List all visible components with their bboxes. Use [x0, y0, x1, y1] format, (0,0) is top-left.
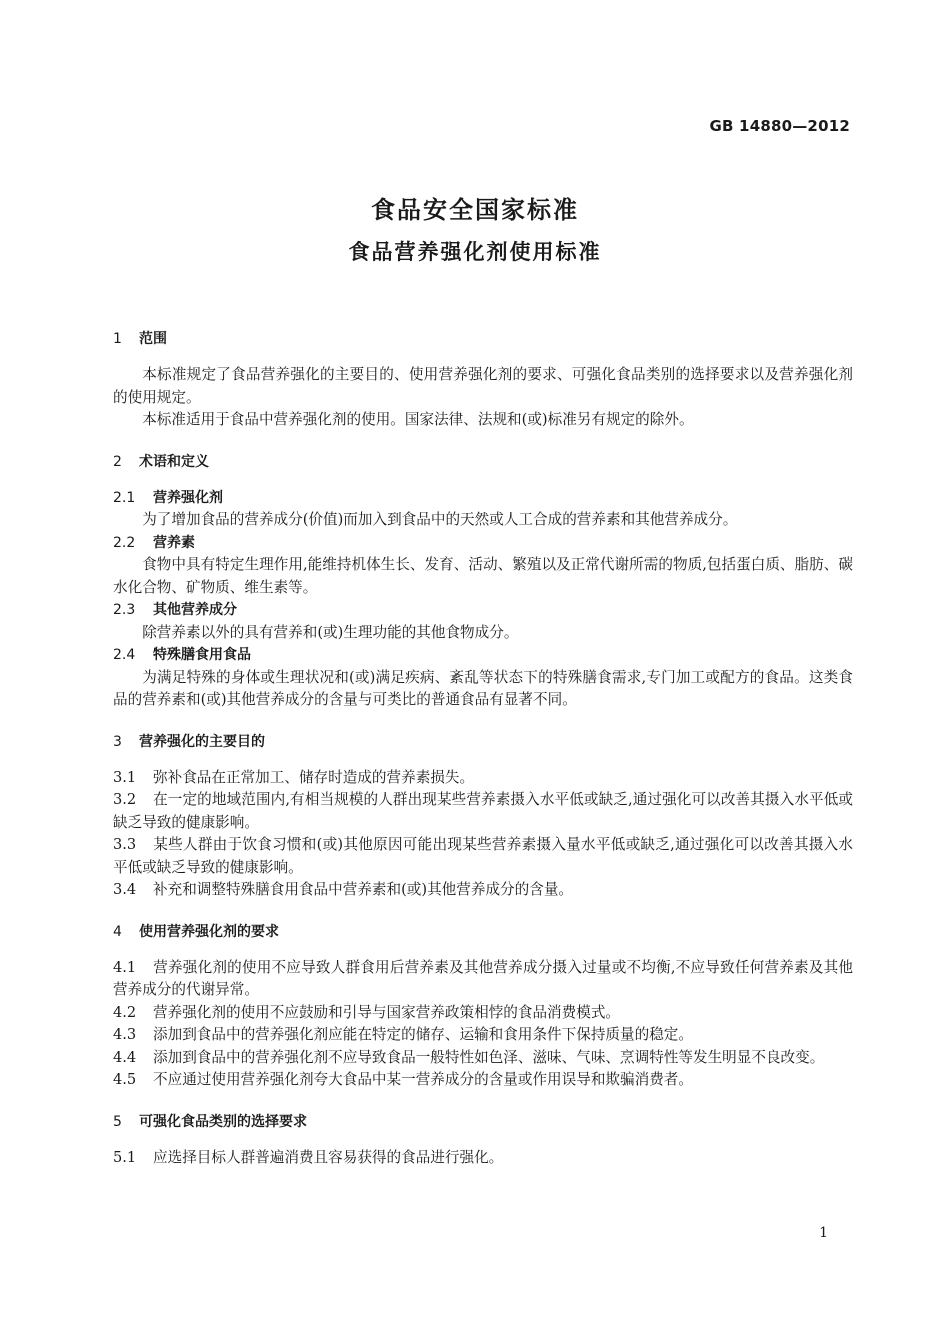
term-name: 特殊膳食用食品: [153, 647, 251, 663]
clause: [113, 1047, 853, 1070]
paragraph: 本标准适用于食品中营养强化剂的使用。国家法律、法规和(或)标准另有规定的除外。: [142, 411, 694, 428]
clause-number: 4.2: [113, 1003, 137, 1021]
section-title: 术语和定义: [139, 453, 209, 470]
section-title: 范围: [139, 331, 167, 347]
clause-text: 在一定的地域范围内,有相当规模的人群出现某些营养素摄入水平低或缺乏,通过强化可以改善其摄入水平低或缺乏导致的健康影响。: [113, 791, 853, 831]
clause-number: 3.2: [113, 791, 137, 808]
section-title: 营养强化的主要目的: [139, 733, 265, 750]
term-number: 2.1: [113, 489, 136, 506]
term-heading: [113, 644, 853, 667]
clause: [113, 767, 853, 790]
clause: [113, 1024, 853, 1047]
section-heading-1: [113, 327, 853, 351]
document-title: 食品安全国家标准: [371, 196, 579, 224]
clause-number: 3.3: [113, 836, 137, 853]
term-heading: [113, 487, 853, 510]
clause: [113, 834, 853, 879]
clause: [113, 879, 853, 902]
clause-number: 4.5: [113, 1071, 137, 1088]
clause-text: 应选择目标人群普遍消费且容易获得的食品进行强化。: [153, 1148, 504, 1166]
term-number: 2.3: [113, 602, 136, 618]
document-body: [113, 327, 853, 1169]
term-number: 2.4: [113, 647, 136, 663]
clause-number: 4.1: [113, 958, 137, 976]
section-title: 可强化食品类别的选择要求: [139, 1113, 307, 1130]
section-number: 4: [113, 923, 122, 940]
term-heading: [113, 599, 853, 622]
clause-text: 添加到食品中的营养强化剂不应导致食品一般特性如色泽、滋味、气味、烹调特性等发生明显不良改变。: [153, 1048, 825, 1066]
term-name: 营养强化剂: [153, 489, 223, 506]
document-subtitle: 食品营养强化剂使用标准: [348, 240, 602, 264]
section-number: 3: [113, 733, 122, 750]
clause-text: 补充和调整特殊膳食用食品中营养素和(或)其他营养成分的含量。: [153, 881, 574, 898]
clause: [113, 789, 853, 834]
clause-text: 营养强化剂的使用不应鼓励和引导与国家营养政策相悖的食品消费模式。: [153, 1003, 621, 1021]
clause-text: 不应通过使用营养强化剂夸大食品中某一营养成分的含量或作用误导和欺骗消费者。: [153, 1071, 693, 1088]
clause-text: 营养强化剂的使用不应导致人群食用后营养素及其他营养成分摄入过量或不均衡,不应导致任何营养素及其他营养成分的代谢异常。: [113, 958, 853, 998]
section-heading-2: [113, 450, 853, 474]
section-heading-3: [113, 730, 853, 754]
clause-number: 5.1: [113, 1148, 137, 1166]
clause-text: 添加到食品中的营养强化剂应能在特定的储存、运输和食用条件下保持质量的稳定。: [153, 1026, 693, 1043]
term-definition: 食物中具有特定生理作用,能维持机体生长、发育、活动、繁殖以及正常代谢所需的物质,包括蛋白质、脂肪、碳水化合物、矿物质、维生素等。: [113, 556, 853, 596]
section-heading-4: [113, 920, 853, 944]
title-block: [0, 193, 950, 267]
clause-text: 某些人群由于饮食习惯和(或)其他原因可能出现某些营养素摄入量水平低或缺乏,通过强化可以改善其摄入水平低或缺乏导致的健康影响。: [113, 836, 853, 876]
section-number: 1: [113, 331, 122, 347]
clause: [113, 1002, 853, 1025]
clause: [113, 957, 853, 1002]
term-number: 2.2: [113, 534, 136, 551]
clause-number: 4.4: [113, 1048, 137, 1066]
clause: [113, 1147, 853, 1170]
term-definition: 为了增加食品的营养成分(价值)而加入到食品中的天然或人工合成的营养素和其他营养成分。: [142, 511, 738, 528]
clause-text: 弥补食品在正常加工、储存时造成的营养素损失。: [153, 768, 475, 786]
section-number: 2: [113, 453, 122, 470]
page-number: 1: [819, 1225, 828, 1241]
clause-number: 4.3: [113, 1026, 137, 1043]
standard-number: GB 14880—2012: [709, 117, 850, 135]
paragraph: 本标准规定了食品营养强化的主要目的、使用营养强化剂的要求、可强化食品类别的选择要求以及营养强化剂的使用规定。: [113, 366, 853, 406]
clause-number: 3.4: [113, 881, 137, 898]
clause-number: 3.1: [113, 768, 137, 786]
section-heading-5: [113, 1110, 853, 1134]
term-definition: 除营养素以外的具有营养和(或)生理功能的其他食物成分。: [142, 623, 519, 641]
term-heading: [113, 532, 853, 555]
term-name: 营养素: [153, 534, 195, 551]
section-number: 5: [113, 1113, 122, 1130]
clause: [113, 1069, 853, 1092]
section-title: 使用营养强化剂的要求: [139, 923, 279, 940]
term-definition: 为满足特殊的身体或生理状况和(或)满足疾病、紊乱等状态下的特殊膳食需求,专门加工或配方的食品。这类食品的营养素和(或)其他营养成分的含量与可类比的普通食品有显著不同。: [113, 668, 853, 708]
term-name: 其他营养成分: [153, 602, 237, 618]
